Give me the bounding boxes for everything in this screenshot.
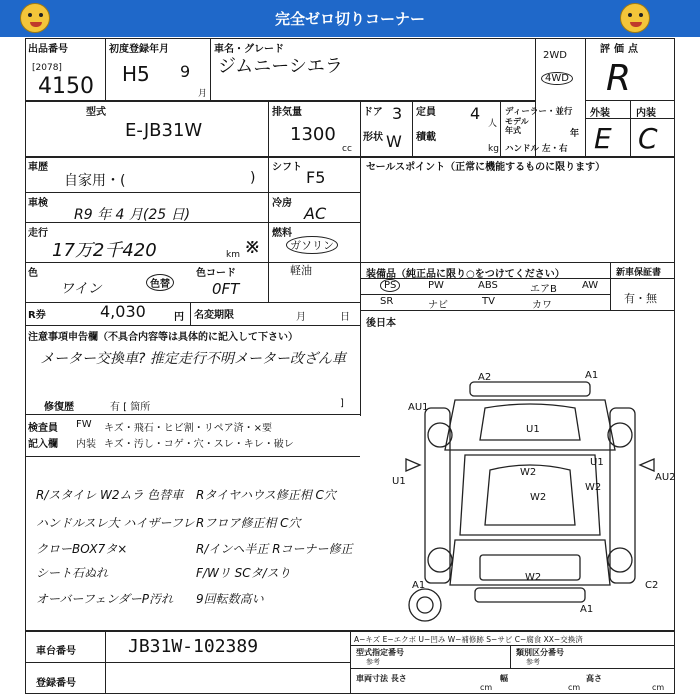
remark-6: Rタイヤハウス修正相 C穴: [196, 488, 336, 502]
inspector-row2: キズ・汚し・コゲ・穴・スレ・キレ・破レ: [104, 439, 294, 450]
registration-label: 初度登録年月: [109, 44, 169, 55]
capacity-label: 定員: [416, 107, 436, 118]
damage-mark: A1: [580, 604, 594, 615]
remark-3: クローBOX7タ×: [36, 542, 128, 556]
lot-label: 出品番号: [28, 44, 68, 55]
repair-label: 修復歴: [44, 402, 74, 413]
damage-mark: U1: [392, 476, 406, 487]
displacement-unit: cc: [342, 144, 352, 154]
recycle-fee-unit: 円: [174, 312, 184, 323]
equip-abs: ABS: [478, 280, 498, 291]
remark-2: ハンドルスレ大 ハイザーフレ: [36, 516, 195, 530]
color-label: 色: [28, 268, 38, 279]
displacement-label: 排気量: [272, 107, 302, 118]
name-change-day: 日: [340, 312, 350, 323]
notes-text: メーター交換車? 推定走行不明メーター改ざん車: [40, 351, 346, 367]
size-width: 幅: [500, 674, 508, 683]
interior-score: C: [638, 122, 658, 155]
notes-label: 注意事項申告欄（不具合内容等は具体的に記入して下さい）: [28, 332, 298, 343]
model-label: 型式: [86, 107, 106, 118]
capacity-unit: 人: [488, 119, 498, 129]
color-value: ワイン: [60, 281, 102, 297]
history-label: 車歴: [28, 162, 48, 173]
size-unit-1: cm: [480, 683, 493, 692]
load-unit: kg: [488, 144, 499, 154]
equip-tv: TV: [482, 296, 495, 307]
fuel-diesel: 軽油: [290, 264, 312, 277]
damage-mark: U1: [590, 457, 604, 468]
aircon-value: AC: [304, 204, 327, 223]
load-label: 積載: [416, 132, 436, 143]
aircon-label: 冷房: [272, 198, 292, 209]
car-damage-diagram: [380, 360, 680, 625]
inspection-value: R9 年 4 月(25 日): [74, 207, 191, 223]
damage-mark: A2: [478, 372, 492, 383]
evaluation-score: R: [606, 58, 632, 99]
model-value: E-JB31W: [125, 120, 203, 141]
damage-mark: W2: [520, 467, 537, 478]
evaluation-label: 評価点: [600, 44, 642, 55]
equip-leather: カワ: [532, 300, 552, 311]
shape-label: 形状: [363, 132, 383, 143]
damage-mark: A1: [412, 580, 426, 591]
car-name-label: 車名・グレード: [214, 44, 284, 55]
equip-sr: SR: [380, 296, 394, 307]
mileage-mark: ※: [244, 234, 261, 258]
doors-label: ドア: [363, 107, 383, 118]
equipment-label: 装備品（純正品に限り○をつけてください）: [366, 269, 565, 280]
remark-7: Rフロア修正相 C穴: [196, 516, 301, 530]
history-close: ): [250, 170, 256, 186]
remark-10: 9回転数高い: [196, 592, 264, 606]
model-year-label: モデル年式: [505, 117, 529, 135]
rear-seat-label: 後日本: [366, 318, 396, 329]
size-label-4: 参考: [526, 658, 540, 666]
shift-label: シフト: [272, 162, 302, 173]
mileage-unit: km: [226, 250, 240, 260]
size-length: 車両寸法 長さ: [356, 674, 407, 683]
mileage-value: 17万2千420: [52, 240, 157, 261]
reg-number-label: 登録番号: [36, 678, 76, 689]
repair-value: 有 [ 箇所: [110, 402, 151, 413]
recycle-fee-label: R券: [28, 310, 46, 321]
sales-point-label: セールスポイント（正常に機能するものに限ります）: [366, 162, 606, 173]
capacity-value: 4: [470, 104, 481, 123]
drive-2wd: 2WD: [543, 50, 567, 61]
remark-4: シート石ぬれ: [36, 566, 109, 580]
model-year-unit: 年: [570, 129, 580, 139]
color-code-value: 0FT: [212, 280, 240, 298]
color-code-label: 色コード: [196, 268, 236, 279]
equip-pw: PW: [428, 280, 444, 291]
doors-value: 3: [392, 104, 403, 123]
damage-mark: A1: [585, 370, 599, 381]
size-unit-2: cm: [568, 683, 581, 692]
fuel-label: 燃料: [272, 228, 292, 239]
mileage-label: 走行: [28, 228, 48, 239]
size-label-1: 型式指定番号: [356, 648, 404, 657]
equip-ps: PS: [380, 279, 400, 292]
legend: A−キズ E−エクボ U−凹み W−補修跡 S−サビ C−腐食 XX−交換済: [354, 635, 583, 644]
chassis-label: 車台番号: [36, 646, 76, 657]
shift-value: F5: [306, 168, 326, 187]
name-change-month: 月: [296, 312, 306, 323]
fuel-gasoline: ガソリン: [286, 236, 338, 254]
inspector-row1: キズ・飛石・ヒビ割・リペア済・×要: [104, 423, 272, 434]
size-height: 高さ: [586, 674, 602, 683]
equip-airbag: エアB: [530, 284, 557, 295]
remark-8: R/インヘ半正 Rコーナー修正: [196, 542, 353, 556]
car-name: ジムニーシエラ: [218, 56, 343, 77]
inspection-label: 車検: [28, 198, 48, 209]
damage-mark: U1: [526, 424, 540, 435]
damage-mark: W2: [530, 492, 547, 503]
history-value: 自家用・(: [64, 173, 126, 189]
equip-navi: ナビ: [428, 300, 448, 311]
header-bar: [0, 0, 700, 37]
bear-mascot-right-icon: [620, 3, 650, 33]
size-label-2: 類別区分番号: [516, 648, 564, 657]
color-change: 色替: [146, 274, 174, 291]
chassis-value: JB31W-102389: [128, 636, 259, 657]
warranty-value: 有・無: [624, 292, 657, 305]
damage-mark: W2: [585, 482, 602, 493]
handle-label: ハンドル 左・右: [505, 144, 568, 154]
displacement-value: 1300: [290, 124, 336, 145]
interior-label: 内装: [636, 108, 656, 119]
name-change-label: 名変期限: [194, 310, 234, 321]
shape-value: W: [386, 132, 402, 151]
exterior-score: E: [594, 122, 612, 155]
lot-number: 4150: [38, 74, 94, 99]
remark-1: R/スタイレ W2ムラ 色替車: [36, 488, 184, 502]
damage-mark: W2: [525, 572, 542, 583]
size-label-3: 参考: [366, 658, 380, 666]
damage-mark: AU2: [655, 472, 676, 483]
dealer-label: ディーラー・並行: [505, 107, 573, 117]
damage-mark: AU1: [408, 402, 429, 413]
lot-sub: [2078]: [32, 63, 62, 73]
recycle-fee-value: 4,030: [100, 302, 146, 321]
inspector-label-1: 検査員: [28, 423, 58, 434]
equip-aw: AW: [582, 280, 599, 291]
inspector-row2-head: 内装: [76, 439, 96, 450]
registration-month: 9: [180, 62, 191, 81]
warranty-label: 新車保証書: [616, 268, 662, 278]
size-unit-3: cm: [652, 683, 665, 692]
exterior-label: 外装: [590, 108, 610, 119]
remark-5: オーバーフェンダーP汚れ: [36, 592, 173, 606]
registration-era: H5: [122, 62, 150, 86]
repair-close: ]: [340, 398, 344, 409]
header-title: 完全ゼロ切りコーナー: [274, 10, 425, 28]
inspector-label-2: 記入欄: [28, 439, 58, 450]
drive-4wd: 4WD: [541, 72, 573, 85]
remark-9: F/Wリ SCタ/スり: [196, 566, 291, 580]
inspector-row1-head: FW: [76, 419, 92, 430]
damage-mark: C2: [645, 580, 659, 591]
registration-month-unit: 月: [198, 89, 208, 99]
